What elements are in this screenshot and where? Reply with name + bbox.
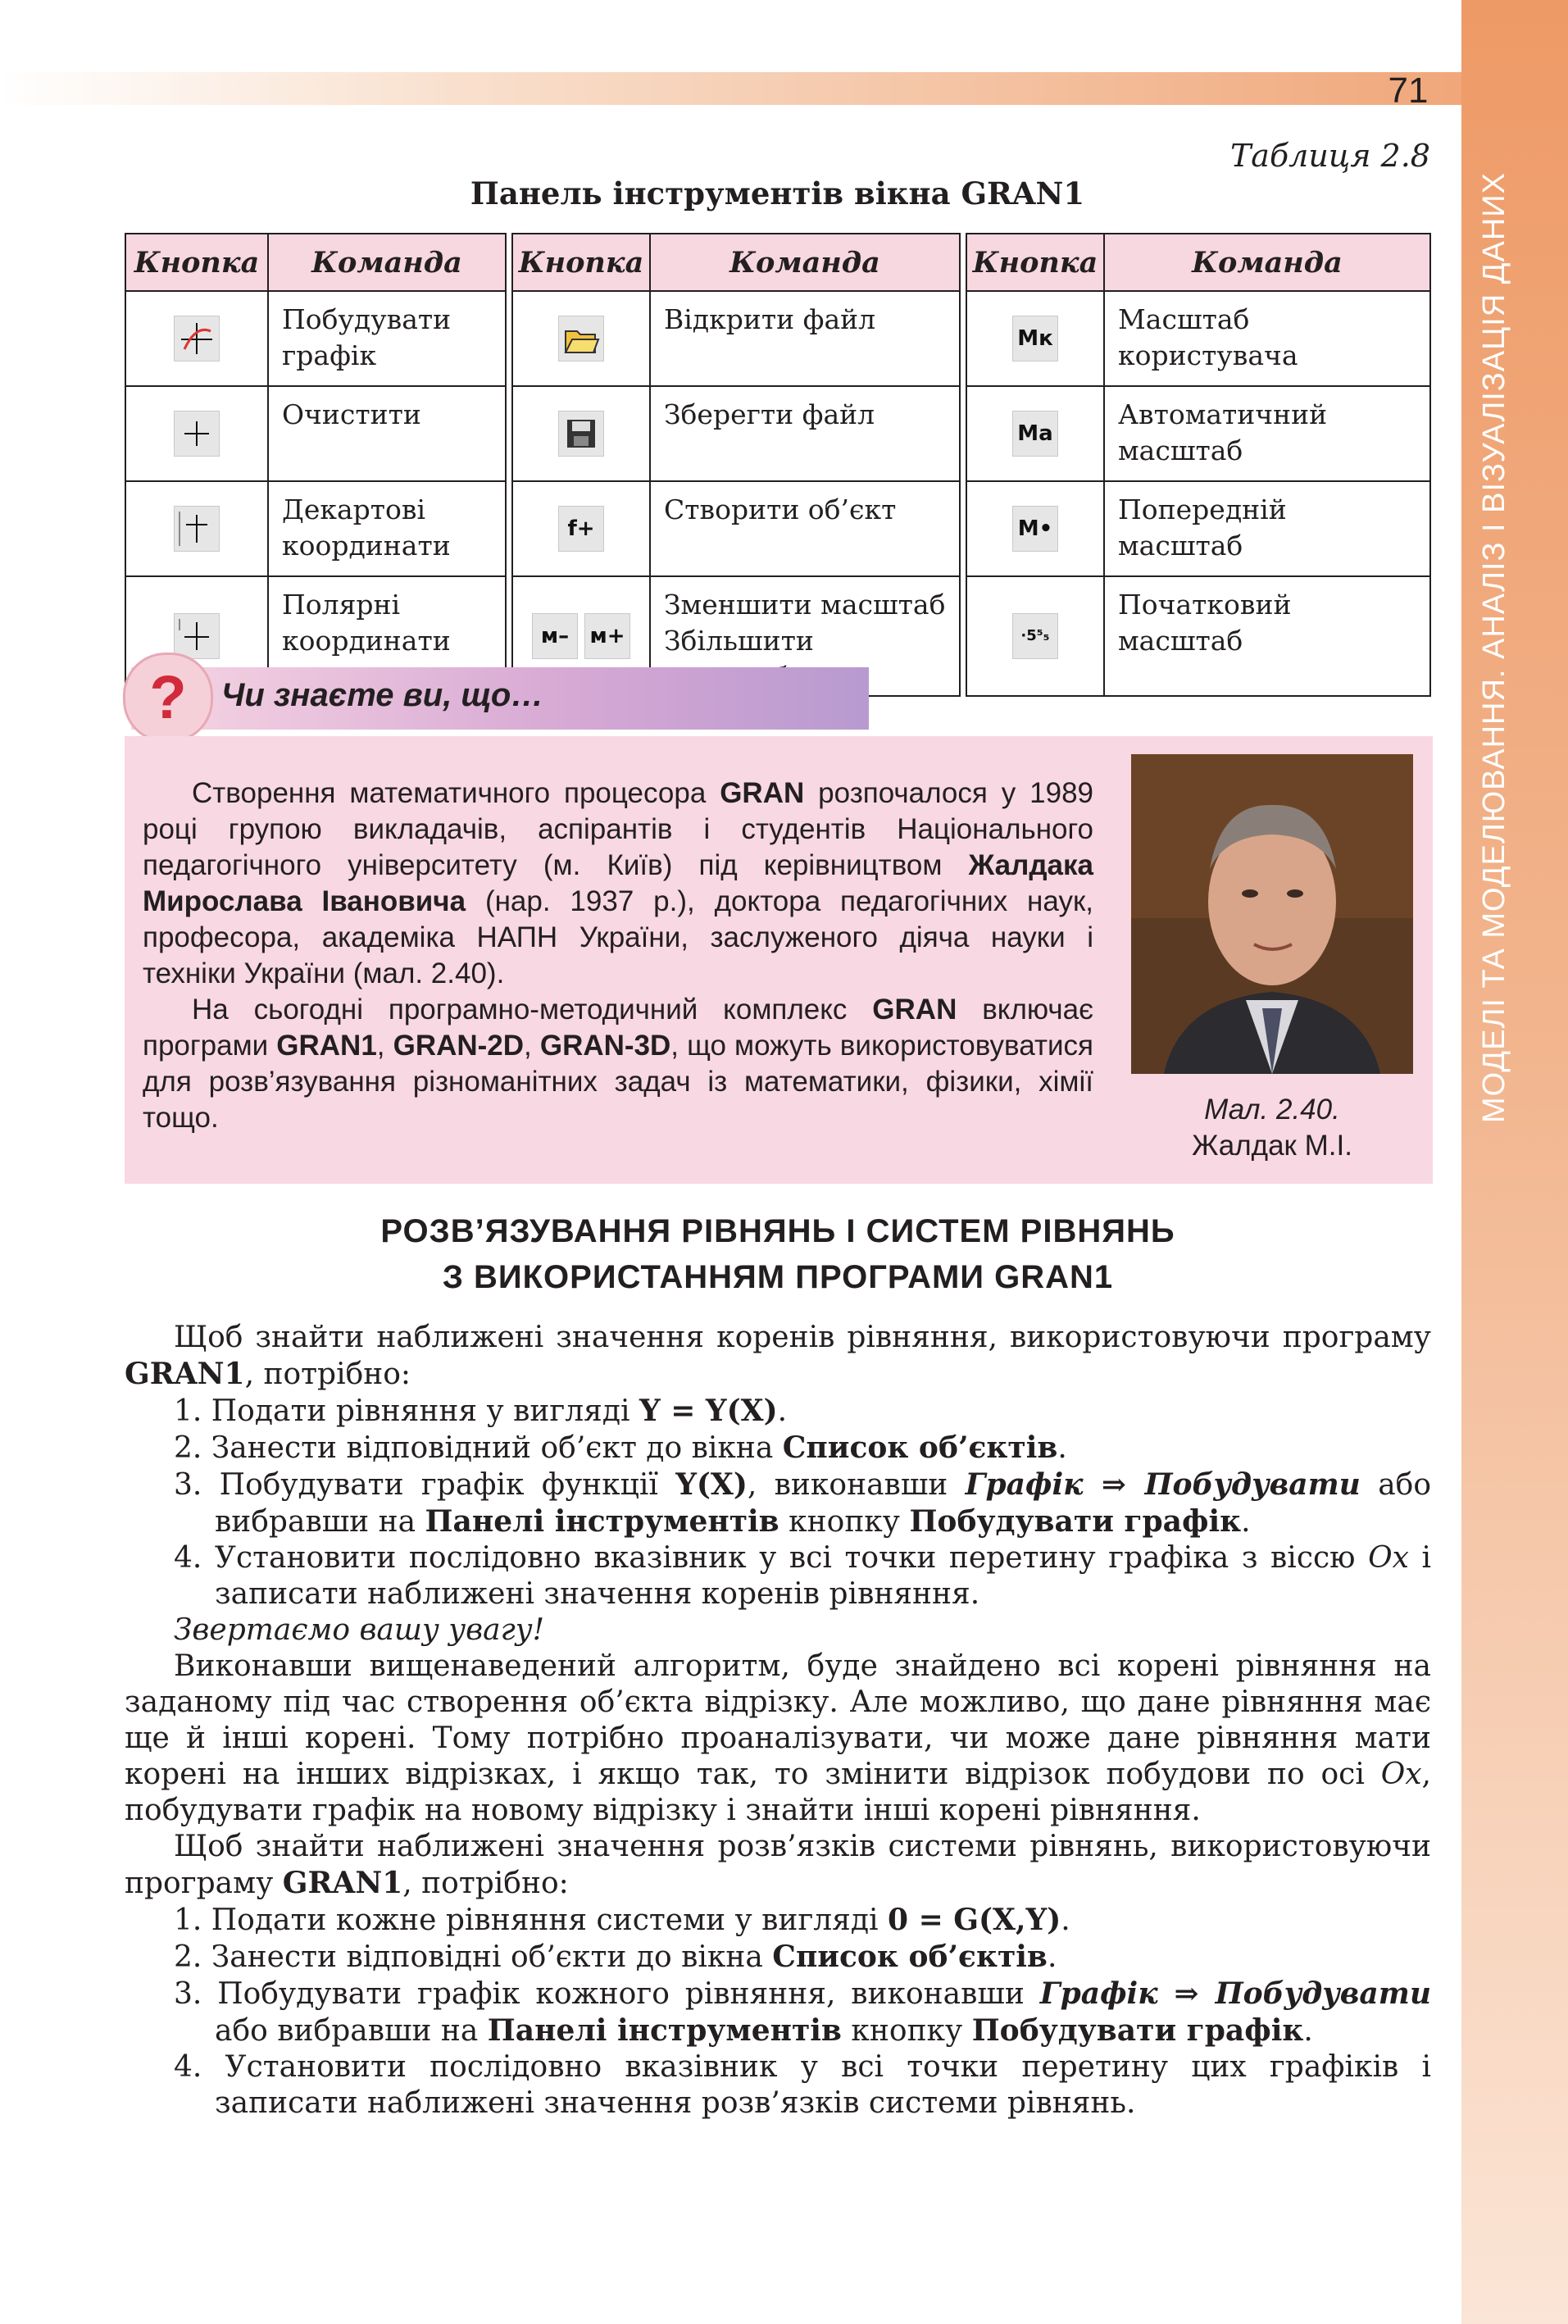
photo-caption-name: Жалдак М.І. (1192, 1130, 1352, 1162)
table-header-row (125, 234, 1430, 291)
text-bold: GRAN1 (276, 1030, 377, 1062)
text: , (376, 1030, 393, 1062)
command-auto-scale: Автоматичний масштаб (1104, 386, 1430, 481)
text: , виконавши (747, 1468, 966, 1502)
text: . (1047, 1940, 1057, 1974)
column-gap (506, 386, 512, 481)
list-item (174, 1976, 1431, 2049)
list-item (174, 1393, 1431, 1430)
list-item (174, 1939, 1431, 1976)
zoom-in-icon: м+ (584, 613, 630, 659)
text-bold: Побудувати графік (971, 2013, 1304, 2048)
text: . (1061, 1903, 1070, 1937)
menu-path: Графік ⇒ Побудувати (1039, 1976, 1431, 2011)
text-bold: Список об’єктів (772, 1940, 1048, 1974)
text: . (1241, 1505, 1251, 1539)
command-open-file: Відкрити файл (650, 291, 960, 386)
save-file-cell (512, 386, 650, 481)
text-bold: GRAN (872, 994, 957, 1026)
text: 1. Подати рівняння у вигляді (174, 1394, 639, 1428)
table-row (125, 291, 1430, 386)
author-name: Жалдака Мирослава Івановича (143, 849, 1093, 917)
paragraph (125, 1320, 1431, 1393)
toolbar-table (125, 233, 1431, 697)
menu-path: Графік ⇒ Побудувати (965, 1467, 1361, 1502)
command-polar: Полярні координати (268, 576, 506, 696)
command-initial-scale: Початковий масштаб (1104, 576, 1430, 696)
text: кнопку (779, 1505, 910, 1539)
text: . (1303, 2014, 1313, 2048)
previous-scale-icon: M• (1012, 506, 1058, 552)
column-gap (506, 234, 512, 291)
section-title: З ВИКОРИСТАННЯМ ПРОГРАМИ GRAN1 (442, 1259, 1114, 1295)
text: 2. Занести відповідний об’єкт до вікна (174, 1431, 783, 1465)
open-folder-icon (558, 316, 604, 362)
text: розпочалося у 1989 році групою викладачів, аспірантів і студентів Національного педагогічного університету (м. Київ) під керівництвом (143, 777, 1093, 881)
did-you-know-paragraph (143, 992, 1093, 1136)
text: , потрібно: (402, 1867, 569, 1900)
text: кнопку (841, 2014, 972, 2048)
previous-scale-cell (966, 481, 1104, 576)
text: 4. Установити послідовно вказівник у всі точки перетину графіка з віссю (174, 1541, 1369, 1575)
list-item (174, 1430, 1431, 1467)
text: , (524, 1030, 540, 1062)
header-button: Кнопка (125, 234, 268, 291)
floppy-disk-icon (558, 411, 604, 457)
header-command: Команда (268, 234, 506, 291)
text: або вибравши на (215, 2014, 488, 2048)
list-item (174, 1902, 1431, 1939)
text: або вибравши на (215, 1468, 1432, 1539)
question-mark-icon: ? (123, 653, 213, 743)
initial-scale-cell (966, 576, 1104, 696)
create-object-icon: f+ (558, 506, 604, 552)
body-text (125, 1320, 1431, 2122)
header-button: Кнопка (966, 234, 1104, 291)
text: Створення математичного процесора (192, 777, 720, 809)
list-item: 4. Установити послідовно вказівник у всі точки перетину цих графіків і записати наближені значення розв’язків системи рівнянь. (174, 2050, 1431, 2120)
photo-caption-number: Мал. 2.40. (1204, 1094, 1340, 1126)
create-object-cell (512, 481, 650, 576)
text-bold: Побудувати графік (909, 1504, 1242, 1539)
text: 1. Подати кожне рівняння системи у вигляді (174, 1903, 888, 1937)
user-scale-cell (966, 291, 1104, 386)
chapter-title: МОДЕЛІ ТА МОДЕЛЮВАННЯ. АНАЛІЗ І ВІЗУАЛІЗАЦІЯ ДАНИХ (1477, 172, 1511, 1123)
text: Щоб знайти наближені значення коренів рівняння, використовуючи програму (174, 1321, 1431, 1354)
column-gap (960, 576, 966, 696)
table-title: Панель інструментів вікна GRAN1 (470, 175, 1085, 211)
text-bold: GRAN1 (282, 1866, 403, 1900)
column-gap (960, 386, 966, 481)
portrait-photo (1131, 754, 1413, 1074)
text: , потрібно: (244, 1358, 411, 1391)
text-bold: Список об’єктів (782, 1430, 1058, 1465)
column-gap (506, 291, 512, 386)
text-bold: Панелі інструментів (487, 2013, 842, 2048)
paragraph (125, 1649, 1431, 1829)
table-number: Таблиця 2.8 (1229, 138, 1430, 174)
page-number: 71 (1388, 70, 1429, 111)
text: 3. Побудувати графік функції (174, 1468, 676, 1502)
build-graph-icon (174, 316, 220, 362)
text: , що можуть використовуватися для розв’язування різноманітних задач із математики, фізики, хімії тощо. (143, 1030, 1093, 1134)
table-row (125, 386, 1430, 481)
initial-scale-icon: ·5⁵₅ (1012, 613, 1058, 659)
text: 3. Побудувати графік кожного рівняння, виконавши (174, 1977, 1040, 2011)
header-gradient-bar (0, 72, 1461, 105)
column-gap (960, 291, 966, 386)
command-zoom-out: Зменшити масштаб (664, 589, 946, 621)
did-you-know-title: Чи знаєте ви, що… (221, 677, 544, 713)
cartesian-coordinates-icon (174, 506, 220, 552)
text: Виконавши вищенаведений алгоритм, буде знайдено всі корені рівняння на заданому під час створення об’єкта відрізку. Але можливо, що дане рівняння має ще й інші корені. Тому потрібно проаналізувати, чи може дане рівняння мати корені на інших відрізках, і якщо так, то змінити відрізок побудови по осі (125, 1649, 1431, 1791)
section-title: РОЗВ’ЯЗУВАННЯ РІВНЯНЬ І СИСТЕМ РІВНЯНЬ (380, 1213, 1175, 1249)
attention-note: Звертаємо вашу увагу! (174, 1613, 545, 1647)
list-item (174, 1540, 1431, 1612)
command-build-graph: Побудувати графік (268, 291, 506, 386)
column-gap (506, 481, 512, 576)
auto-scale-cell (966, 386, 1104, 481)
formula: Y(X) (675, 1467, 748, 1502)
text-bold: GRAN-2D (393, 1030, 525, 1062)
auto-scale-icon: Ma (1012, 411, 1058, 457)
formula: 0 = G(X,Y) (887, 1903, 1061, 1937)
polar-coordinates-icon (174, 613, 220, 659)
command-user-scale: Масштаб користувача (1104, 291, 1430, 386)
text: 2. Занести відповідні об’єкти до вікна (174, 1940, 773, 1974)
text-bold: GRAN1 (125, 1357, 245, 1391)
text-bold: GRAN-3D (539, 1030, 671, 1062)
list-item (174, 1467, 1431, 1540)
axis-name: Ox (1380, 1758, 1422, 1791)
command-clear: Очистити (268, 386, 506, 481)
clear-cell (125, 386, 268, 481)
text: На сьогодні програмно-методичний комплекс (192, 994, 873, 1026)
header-button: Кнопка (512, 234, 650, 291)
header-command: Команда (650, 234, 960, 291)
command-save-file: Зберегти файл (650, 386, 960, 481)
build-graph-cell (125, 291, 268, 386)
axis-name: Ox (1368, 1541, 1409, 1575)
command-cartesian: Декартові координати (268, 481, 506, 576)
text: (нар. 1937 р.), доктора педагогічних наук, професора, академіка НАПН України, заслуженого діяча науки і техніки України (мал. 2.40). (143, 885, 1093, 989)
command-create-object: Створити об’єкт (650, 481, 960, 576)
column-gap (960, 481, 966, 576)
command-zoom-in: Збільшити (664, 625, 814, 657)
column-gap (960, 234, 966, 291)
open-file-cell (512, 291, 650, 386)
user-scale-icon: Mк (1012, 316, 1058, 362)
did-you-know-paragraph (143, 775, 1093, 992)
table-row (125, 481, 1430, 576)
zoom-out-icon: м– (532, 613, 578, 659)
paragraph (125, 1829, 1431, 1902)
formula: Y = Y(X) (639, 1394, 778, 1428)
text: включає програми (143, 994, 1093, 1062)
text-bold: GRAN (720, 777, 805, 809)
header-command: Команда (1104, 234, 1430, 291)
text: Щоб знайти наближені значення розв’язків системи рівнянь, використовуючи програму (125, 1830, 1431, 1900)
text: . (1057, 1431, 1067, 1465)
text-bold: Панелі інструментів (425, 1504, 779, 1539)
text: , побудувати графік на новому відрізку і знайти інші корені рівняння. (125, 1758, 1431, 1827)
cartesian-cell (125, 481, 268, 576)
clear-icon (174, 411, 220, 457)
text: і записати наближені значення коренів рівняння. (215, 1541, 1431, 1611)
command-previous-scale: Попередній масштаб (1104, 481, 1430, 576)
text: . (777, 1394, 788, 1428)
